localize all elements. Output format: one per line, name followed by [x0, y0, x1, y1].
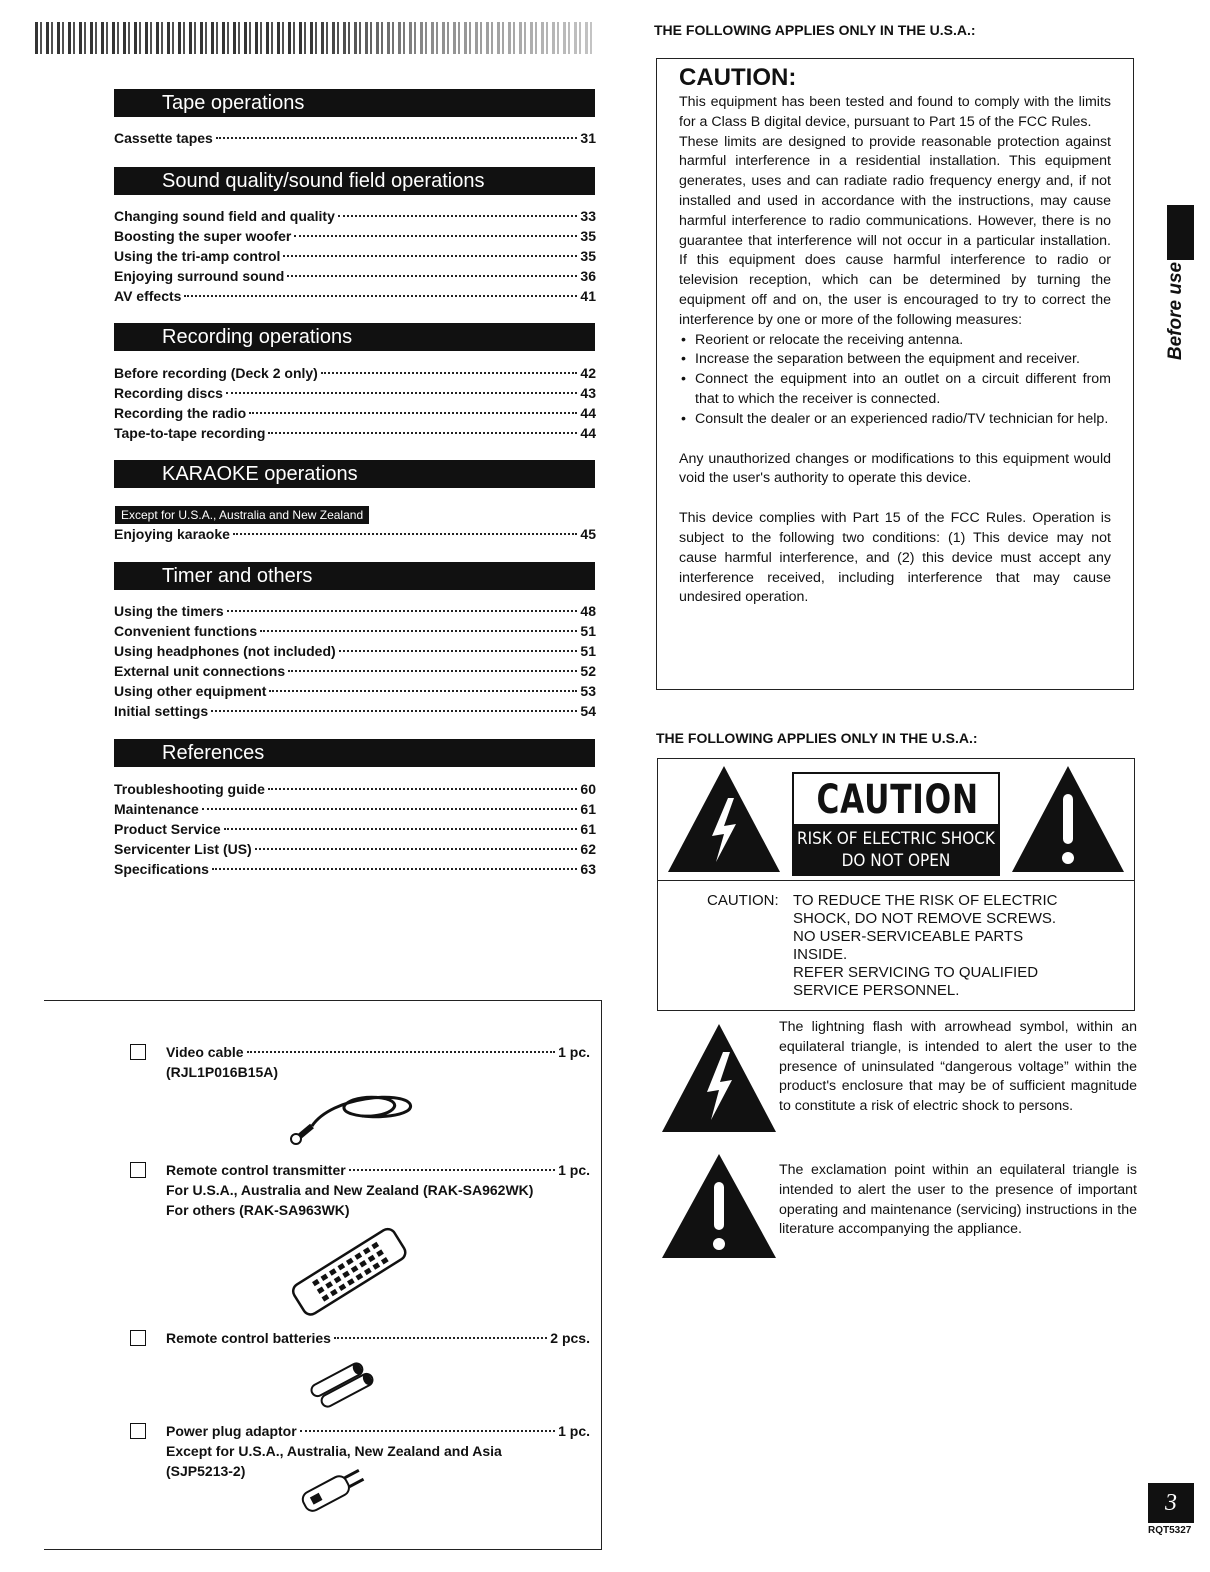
toc-row[interactable]: Using the timers 48 [114, 603, 596, 619]
caution-label-sub: RISK OF ELECTRIC SHOCK DO NOT OPEN [794, 824, 998, 874]
toc-row[interactable]: Enjoying surround sound 36 [114, 268, 596, 284]
toc-row[interactable]: Tape-to-tape recording 44 [114, 425, 596, 441]
toc-list-sound [114, 206, 596, 306]
toc-row[interactable]: Convenient functions 51 [114, 623, 596, 639]
exclamation-symbol-description: The exclamation point within an equilateral triangle is intended to alert the user to the presence of important operating and maintenance (servicing) instructions in the literature accompanying the appliance. [779, 1162, 1137, 1238]
toc-row[interactable]: Troubleshooting guide 60 [114, 781, 596, 797]
toc-list-timer [114, 601, 596, 721]
section-title-recording: Recording operations [114, 323, 595, 351]
toc-row[interactable]: Initial settings 54 [114, 703, 596, 719]
document-code: RQT5327 [1148, 1525, 1192, 1536]
lightning-symbol-icon [660, 1022, 778, 1134]
fcc-measures-list [679, 331, 1111, 430]
checkbox[interactable] [130, 1162, 146, 1178]
caution-instructions: TO REDUCE THE RISK OF ELECTRIC SHOCK, DO NOT REMOVE SCREWS. NO USER-SERVICEABLE PARTS INSIDE. REFER SERVICING TO QUALIFIED SERVICE PERSONNEL. [793, 892, 1058, 999]
toc-row[interactable]: Enjoying karaoke 45 [114, 526, 596, 542]
plug-adaptor-icon [292, 1458, 372, 1516]
toc-row[interactable]: External unit connections 52 [114, 663, 596, 679]
toc-row[interactable]: Recording the radio 44 [114, 405, 596, 421]
toc-row[interactable]: Cassette tapes 31 [114, 130, 596, 146]
us-only-header-2: THE FOLLOWING APPLIES ONLY IN THE U.S.A.: [656, 730, 978, 746]
toc-list-tape [114, 128, 596, 148]
list-item: • Reorient or relocate the receiving antenna. [695, 331, 1111, 351]
fcc-paragraph: This device complies with Part 15 of the FCC Rules. Operation is subject to the following two conditions: (1) This device may not cause harmful interference, and (2) this device must accept any interference received, including interference that may cause undesired operation. [679, 510, 1111, 606]
exclamation-symbol-icon [660, 1152, 778, 1260]
fcc-caution-box [656, 58, 1134, 690]
checkbox[interactable] [130, 1044, 146, 1060]
toc-row[interactable]: Using other equipment 53 [114, 683, 596, 699]
toc-row[interactable]: Specifications 63 [114, 861, 596, 877]
divider [657, 880, 1135, 881]
decorative-header-band [35, 22, 595, 54]
caution-label [792, 772, 1000, 876]
page-number: 3 [1148, 1483, 1194, 1523]
fcc-paragraph: This equipment has been tested and found to comply with the limits for a Class B digital device, pursuant to Part 15 of the FCC Rules. [679, 94, 1111, 130]
video-cable-icon [282, 1086, 422, 1148]
region-tag: Except for U.S.A., Australia and New Zealand [115, 506, 369, 524]
toc-row[interactable]: Recording discs 43 [114, 385, 596, 401]
toc-row[interactable]: Servicenter List (US) 62 [114, 841, 596, 857]
toc-row[interactable]: Changing sound field and quality 33 [114, 208, 596, 224]
lightning-symbol-description: The lightning flash with arrowhead symbol, within an equilateral triangle, is intended to alert the user to the presence of uninsulated “dangerous voltage” within the product's enclosure that may be of sufficient magnitude to constitute a risk of electric shock to persons. [779, 1019, 1137, 1115]
accessory-batteries: Remote control batteries 2 pcs. [130, 1328, 590, 1348]
toc-row[interactable]: Before recording (Deck 2 only) 42 [114, 365, 596, 381]
toc-list-references [114, 779, 596, 879]
batteries-icon [306, 1362, 378, 1408]
toc-row[interactable]: Using the tri-amp control 35 [114, 248, 596, 264]
list-item: • Increase the separation between the equipment and receiver. [695, 350, 1111, 370]
toc-row[interactable]: Boosting the super woofer 35 [114, 228, 596, 244]
us-only-header: THE FOLLOWING APPLIES ONLY IN THE U.S.A.: [654, 22, 976, 38]
section-title-karaoke: KARAOKE operations [114, 460, 595, 488]
toc-row[interactable]: Using headphones (not included) 51 [114, 643, 596, 659]
caution-label-title: CAUTION [816, 777, 979, 823]
lightning-warning-icon [666, 764, 782, 876]
exclamation-warning-icon [1010, 764, 1126, 876]
accessory-video-cable: Video cable 1 pc. (RJL1P016B15A) [130, 1042, 590, 1082]
checkbox[interactable] [130, 1423, 146, 1439]
fcc-title: CAUTION: [679, 64, 797, 91]
side-section-label: Before use [1165, 261, 1186, 361]
toc-row[interactable]: AV effects 41 [114, 288, 596, 304]
fcc-paragraph: These limits are designed to provide reasonable protection against harmful interference in a residential installation. This equipment generates, uses and can radiate radio frequency energy and, if not installed and used in accordance with the instructions, may cause harmful interference to radio communications. However, there is no guarantee that interference will not occur in a particular installation. If this equipment does cause harmful interference to radio or television reception, which can be determined by turning the equipment off and on, the user is encouraged to try to correct the interference by one or more of the following measures: [679, 133, 1111, 328]
toc-row[interactable]: Maintenance 61 [114, 801, 596, 817]
toc-row[interactable]: Product Service 61 [114, 821, 596, 837]
checkbox[interactable] [130, 1330, 146, 1346]
caution-prefix: CAUTION: [707, 892, 779, 909]
section-title-references: References [114, 739, 595, 767]
list-item: • Consult the dealer or an experienced radio/TV technician for help. [695, 410, 1111, 430]
fcc-paragraph: Any unauthorized changes or modifications to this equipment would void the user's authority to operate this device. [679, 450, 1111, 487]
accessory-remote: Remote control transmitter 1 pc. For U.S.A., Australia and New Zealand (RAK-SA962WK) For others (RAK-SA963WK) [130, 1160, 590, 1220]
section-title-tape: Tape operations [114, 89, 595, 117]
toc-list-recording [114, 363, 596, 443]
remote-control-icon [282, 1226, 412, 1318]
toc-list-karaoke [114, 524, 596, 544]
list-item: • Connect the equipment into an outlet on a circuit different from that to which the receiver is connected. [695, 370, 1111, 410]
accessory-plug-adaptor: Power plug adaptor 1 pc. Except for U.S.A., Australia, New Zealand and Asia (SJP5213-2) [130, 1421, 590, 1481]
section-title-sound: Sound quality/sound field operations [114, 167, 595, 195]
side-tab-marker [1167, 205, 1194, 260]
fcc-body [679, 93, 1111, 608]
section-title-timer: Timer and others [114, 562, 595, 590]
